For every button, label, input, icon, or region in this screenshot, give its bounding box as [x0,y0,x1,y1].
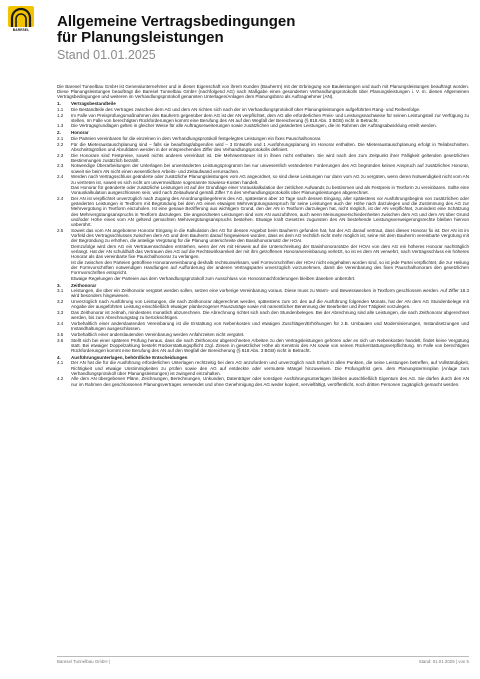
clause [57,299,469,310]
clause-number: 3.2 [57,299,64,305]
section-number: 1. [57,101,61,107]
document-date: Stand 01.01.2025 [57,48,156,62]
clause [57,337,469,353]
title-line-2: für Planungsleistungen [57,29,224,46]
section-number: 4. [57,354,61,360]
clause-text: Leistungen, die über ein Zeithonorar vergütet werden sollen, setzen eine vorherige Vereinbarung voraus. Diese muss zu Warm- und Bewesswecken in Textform geschlossen werden. Auf Ziffer 18.3 wird besonders hingewiesen. [71,288,469,299]
clause-text: Soweit das vom AN angebotene Honorar Eingang in die Kalkulation des AG für dessen Angebot beim Bauherrn gefunden hat, hat der AG darauf vertraut, dass dieses Honorar fix ist. Der AN ist im Vorfeld des Vertragsschlusses zwischen dem AG und dem Bauherrn darauf hingewiesen worden, dass es dem AG rechtlich nicht mehr möglich ist, seine mit dem Bauherrn vereinbarte Vergütung mit der Begründung zu erhöhen, die anteilige Vergütung für die Planung unterschreite den Basishonorarsatz der HOAI. [71,227,469,243]
clause-text: Die Vertragsgrundlagen gelten in gleicher Weise für alle Auftragserweiterungen sowie zusätzlichen und geänderten Leistungen, die im Rahmen der Auftragsabwicklung erteilt werden. [71,123,437,129]
section-title: Ausführungsunterlagen, behördliche Entscheidungen [71,354,188,360]
section-heading [57,354,469,360]
clause-number: 3.6 [57,337,64,343]
clause [57,135,469,141]
clause-number: 3.3 [57,310,64,316]
clause-text: Das Zeithonorar ist zeitnah, mindestens monatlich abzurechnen. Die Abrechnung richtet sich nach den Stundenbelegen. Bei der Abrechnung sind alle Leistungen, die nach Zeithonorar abgerechnet werden, bis zum Abrechnungstag zu berücksichtigen. [71,310,469,321]
clause [57,106,469,112]
footer-page-info: Stand: 01.01.2025 | von 5 [418,659,469,664]
clause-number: 2.1 [57,135,64,141]
clause-number: 4.1 [57,360,64,366]
section-heading [57,130,469,136]
clause-number: 2.4 [57,174,64,180]
clause-text: Der AN hat die für die Ausführung erforderlichen Unterlagen rechtzeitig bei dem AG anzufordern und unverzüglich nach Erhalt in allen Punkten, die seine Leistungen betreffen, auf Vollständigkeit, Richtigkeit und etwaige Unstimmigkeiten zu prüfen sowie den AG auf entdeckte oder vermutete Mängel hinzuweisen. Die Prüfungsfrist gem. dem Planungsterminplan (Anlage zum Verhandlungsprotokoll über Planungsleistungen) ist zwingend einzuhalten. [71,360,469,376]
clause [57,331,469,337]
clause-text: Werden nach Vertragsschluss geänderte oder zusätzliche Planungsleistungen vom AG angeordnet, so sind diese Leistungen nur dann vom AG zu vergüten, wenn deren Notwendigkeit nicht vom AN zu vertreten ist, soweit es sich nicht um unvermeidbare sogenannte Sowieso-Kosten handelt. [71,174,469,185]
sections-container [57,101,469,387]
clause-number: 4.2 [57,376,64,382]
section-heading [57,282,469,288]
clause-text: Vorbehaltlich einer anderslautenden Vereinbarung werden Anfahrzeiten nicht vergütet. [71,331,245,337]
clause [57,227,469,243]
clause-text: Der AN ist verpflichtet unverzüglich nach Zugang des Anordnungsbegehrens des AG, spätestens aber 10 Tage nach dessen Eingang, aller spätestens vor Ausführungsbeginn von zusätzlichen oder geänderten Leistungen in Textform mit Begründung bei dem AG einen etwaigen Mehrvergütungsanspruch für seine Leistungen auch der Höhe nach darzulegen und die Zustimmung des AG zur Mehrvergütung in Textform einzuholen. Ist eine genaue Bezifferung aus wichtigem Grund, den der AN in Textform darzulegen hat, nicht möglich, ist der AN verpflichtet, zumindest eine Schätzung des Mehrvergütungsanspruchs in Textform darzulegen. Die angeordneten Leistungen sind vom AN auszuführen, auch wenn Meinungsverschiedenheiten zwischen dem AG und dem AN über Grund und/oder Höhe eines vom AN geltend gemachten Mehrvergütungsanspruchs bestehen. Etwaige kraft Gesetzes zugunsten des AN bestehende Leistungsverweigerungsrechte bleiben hiervon unberührt. [71,196,469,227]
document-body [57,83,469,648]
document-header [57,14,457,62]
clause-number: 3.5 [57,331,64,337]
clause [71,244,469,259]
clause [57,163,469,174]
clause-text: Vorbehaltlich einer anderslautenden Vereinbarung ist die Erstattung von Nebenkosten und etwaigen Zuschlägen/Erhöhungen für z.B. Umbauten und Modernisierungen, Instandsetzungen und Instandhaltungen ausgeschlossen. [71,321,469,332]
clause [57,123,469,129]
clause-text: Etwaige Regelungen der Parteien aus dem Verhandlungsprotokoll zum Ausschluss von Honorarnachforderungen bleiben daneben unberührt. [71,275,356,281]
clause-text: Die Parteien vereinbaren für die einzelnen in dem Verhandlungsprotokoll festgelegten Leistungen ein fixes Pauschalhonorar. [71,135,322,141]
clause-number [57,260,71,275]
section-number: 2. [57,130,61,136]
clause [57,360,469,376]
section-title: Zeithonorar [71,282,97,288]
clause-text: Die Bestandteile des Vertrages zwischen dem AG und dem AN richten sich nach der im Verhandlungsprotokoll über Planungsleistungen aufgeführten Rang- und Reihenfolge. [71,106,421,112]
clause-text: Das Honorar für geänderte oder zusätzliche Leistungen ist auf der Grundlage einer Vorauskalkulation der zeitlichen Aufwands zu bestimmen und als Festpreis in Textform zu vereinbaren. Sollte eine Vorauskalkulation ausgeschlossen sein, wird nach Zeitaufwand gemäß Ziffer 7.6 des Verhandlungsprotokolls über Planungsleistungen abgerechnet. [71,185,469,196]
clause-text: Demzufolge wird dem AG ein Vertrauensschaden entstehen, wenn der AN mit Hinweis auf die Unterschreitung der Basishonorarsätze der HOAI von dem AG ein höheres Honorar nachträglich verlangt. Hat der AN schuldhaft das Vertrauen des AG auf die Rechtswirksamkeit der mit ihm getroffenen Honorarvereinbarung verletzt, so ist es dem AN verwehrt, nach Vertragsschluss ein höheres Honorar als das vereinbarte fixe Pauschalhonorar zu verlangen. [71,243,469,260]
clause-number: 3.4 [57,321,64,326]
clause-number: 3.1 [57,288,64,294]
clause-text: Für die Mieteraustauschplanung sind – falls sie beauftragt/abgerufen wird – 3 Entwürfe und 1 Ausführungsplanung im Honorar enthalten. Die Mieteraustauschplanung erfolgt in Teilabschnitten. Abschnittsgrößen und Abrufdaten werden in der entsprechenden Ziffer des Verhandlungsprotokolls definiert. [71,141,469,152]
clause-number [57,276,71,281]
clause-text: Alle dem AN übergebenen Pläne, Zeichnungen, Berechnungen, Unkunden, Datenträger oder sonstigen Ausführungsunterlagen bleiben ausschließlich Eigentum des AG. Sie dürfen durch den AN nur im Rahmen des geschlossenen Planungsvertrages verwendet und ohne Genehmigung des AG weder kopiert, vervielfältigt, veröffentlicht, noch dritten Personen zugänglich gemacht werden. [71,376,469,387]
clause-text: Stellt sich bei einer späteren Prüfung heraus, dass die nach Zeithonorar abgerechneten Arbeiten zu den Vertragsleistungen gehören oder es sich um Nebenkosten handelt, findet keine Vergütung statt. Bei etwaiger Doppelzahlung besteht Rückerstattungspflicht zzgl. Zinsen in gesetzlicher Höhe ab Kenntnis des AN sowie von seinen Rückerstattungsverpflichtung. Im Falle von berechtigten Rückforderungen kommt eine Berufung des AN auf den Wegfall der Bereicherung (§ 818 Abs. 3 BGB) nicht in Betracht. [71,337,469,353]
clause-text: Im Falle von Preisprüfungsmaßnahmen des Bauherrn gegenüber dem AG ist der AN verpflichtet, dem AG alle erforderlichen Preis- und Leistungsnachweise für seinen Leistungsteil zur Verfügung zu stellen. Im Falle von berechtigten Rückforderungen kommt eine Berufung des AN auf den Wegfall der Bereicherung (§ 818 Abs. 3 BGB) nicht in Betracht. [71,112,469,123]
clause-number: 1.3 [57,123,64,129]
company-logo [8,6,34,34]
clause-number: 2.4 [57,196,64,202]
section-number: 3. [57,282,61,288]
clause-number: 1.2 [57,112,64,118]
clause [57,141,469,152]
clause-number [57,244,71,259]
clause-text: Notwendige Überarbeitungen der Unterlagen bei unveränderten Leistungsprogramm bei nur unwesentlich veränderten Forderungen des AG begründen keinen Anspruch auf zusätzliches Honorar, soweit sie beim AN nicht einen wesentlichen Arbeits- und Zeitaufwand verursachen. [71,163,469,174]
section-title: Vertragsbestandteile [71,101,116,107]
clause [57,321,469,332]
clause [57,152,469,163]
clause [71,185,469,195]
clause [57,288,469,299]
clause [71,260,469,275]
clause-text: Unverzüglich nach Ausführung von Leistungen, die nach Zeithonorar abgerechnet werden, spätestens zum 10. des auf die Ausführung folgenden Monats, hat der AN dem AG Stundenbelege mit Angabe der ausgeführten Leistung einschließlich etwaiger planbezogener Pauszuträge sowie mit namentlicher Benennung der Bearbeiter und ihrer Tätigkeit vorzulegen. [71,299,469,310]
footer-company: Baresel Tunnelbau GmbH | [57,659,110,664]
title-line-1: Allgemeine Vertragsbedingungen [57,13,296,30]
intro-paragraph: Die Baresel Tunnelbau GmbH ist Generalunternehmer und in dieser Eigenschaft von ihrem Kunden (Bauherrn) mit der Erbringung von Bauleistungen und auch mit Planungsleistungen beauftragt worden. Diese Planungsleistungen beauftragt die Baresel Tunnelbau GmbH (nachfolgend AG) nach Maßgabe eines gesonderten Verhandlungsprotokolls über Planungsleistungen i. V. m. diesen Allgemeinen Vertragsbedingungen und weiteren im Verhandlungsprotokoll genannten Unterlagen/Anlagen dem Planungsbüro als Auftragnehmer (AN). [57,83,469,99]
clause [71,276,469,281]
clause-number: 1.1 [57,106,64,112]
footer-divider [57,656,469,657]
clause-text: Die Honorare sind Festpreise, soweit nichts anderes vereinbart ist. Die Mehrwertsteuer ist in ihnen nicht enthalten. Sie wird nach den zum Zeitpunkt ihrer Fälligkeit geltenden gesetzlichen Bestimmungen zusätzlich bezahlt. [71,152,469,163]
clause [57,112,469,123]
tunnel-logo-icon [8,6,34,27]
clause-number: 2.5 [57,227,64,233]
clause [57,376,469,387]
document-title [57,14,457,46]
clause-number: 2.2 [57,141,64,147]
clause-number: 2.3 [57,152,64,158]
clause-text: Ist die zwischen den Parteien getroffene Honorarvereinbarung deshalb rechtsunwirksam, weil Formvorschriften der HOAI nicht eingehalten worden sind, so ist jede Partei verpflichtet, die zur Heilung der Formvorschriften notwendigen Handlungen auf Aufforderung der anderen Vertragspartei unverzüglich vorzunehmen, damit die Vereinbarung des fixen Pauschalhonorars den gesetzlichen Formvorschriften entspricht. [71,259,469,276]
clause [57,174,469,185]
clause-number: 2.3 [57,163,64,169]
clause [57,310,469,321]
logo-wordmark: BARESEL [12,28,30,32]
section-heading [57,101,469,107]
clause-number [57,185,71,195]
clause [57,196,469,227]
section-title: Honorar [71,130,89,136]
